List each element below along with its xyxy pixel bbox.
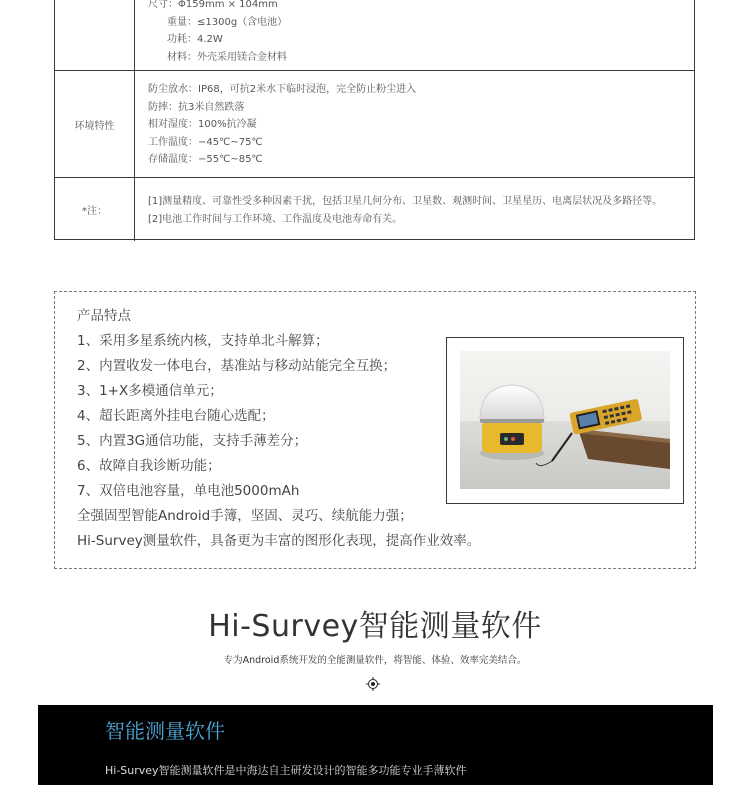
panel-description: Hi-Survey智能测量软件是中海达自主研发设计的智能多功能专业手薄软件	[105, 764, 467, 777]
spec-line: [1]测量精度、可靠性受多种因素干扰，包括卫星几何分布、卫星数、观测时间、卫星星历、电离层状况及多路径等。	[148, 196, 663, 207]
spec-line: 存储温度：−55℃~85℃	[148, 154, 263, 165]
feature-item: 7、双倍电池容量，单电池5000mAh	[77, 483, 300, 499]
spec-lines-environment	[148, 81, 416, 169]
feature-item: 2、内置收发一体电台，基准站与移动站能完全互换；	[77, 358, 397, 374]
spec-row-notes	[55, 178, 694, 241]
spec-line: 相对湿度：100%抗冷凝	[148, 119, 257, 130]
spec-line: 防摔：抗3米自然跌落	[148, 101, 245, 113]
spec-line: 功耗：4.2W	[167, 34, 223, 45]
spec-line: 工作温度：−45℃~75℃	[148, 136, 263, 148]
features-list	[77, 304, 480, 554]
feature-item: Hi-Survey测量软件，具备更为丰富的图形化表现，提高作业效率。	[77, 533, 481, 549]
feature-item: 4、超长距离外挂电台随心选配；	[77, 408, 275, 424]
spec-lines-physical	[148, 0, 287, 66]
spec-label-physical	[55, 0, 135, 70]
spec-row-physical	[55, 0, 694, 71]
feature-item: 1、采用多星系统内核，支持单北斗解算；	[77, 333, 329, 349]
product-features-box	[54, 291, 696, 569]
spec-line: 尺寸：Φ159mm × 104mm	[148, 0, 278, 10]
feature-item: 全强固型智能Android手簿，坚固、灵巧、续航能力强；	[77, 508, 413, 524]
spec-row-environment	[55, 71, 694, 178]
product-photo-frame	[446, 337, 684, 504]
section-title: Hi-Survey智能测量软件	[208, 609, 542, 644]
panel-title: 智能测量软件	[105, 719, 225, 743]
spec-line: 材料：外壳采用镁合金材料	[167, 51, 287, 63]
section-subtitle: 专为Android系统开发的全能测量软件，将智能、体验、效率完美结合。	[223, 655, 527, 666]
spec-label-environment: 环境特性	[55, 71, 135, 177]
spec-lines-notes	[148, 193, 662, 228]
feature-item: 3、1+X多模通信单元；	[77, 383, 223, 399]
features-title: 产品特点	[77, 308, 131, 324]
spec-table	[54, 0, 695, 240]
feature-item: 5、内置3G通信功能，支持手薄差分；	[77, 433, 308, 449]
spec-line: 重量：≤1300g（含电池）	[167, 16, 288, 28]
feature-item: 6、故障自我诊断功能；	[77, 458, 221, 474]
gnss-receiver-photo	[460, 351, 670, 489]
spec-line: 防尘放水：IP68，可抗2米水下临时浸泡，完全防止粉尘进入	[148, 84, 417, 95]
crosshair-divider-icon	[366, 677, 380, 691]
spec-line: [2]电池工作时间与工作环境、工作温度及电池寿命有关。	[148, 213, 403, 225]
software-intro-panel	[38, 705, 713, 785]
spec-label-notes: *注：	[55, 178, 135, 241]
